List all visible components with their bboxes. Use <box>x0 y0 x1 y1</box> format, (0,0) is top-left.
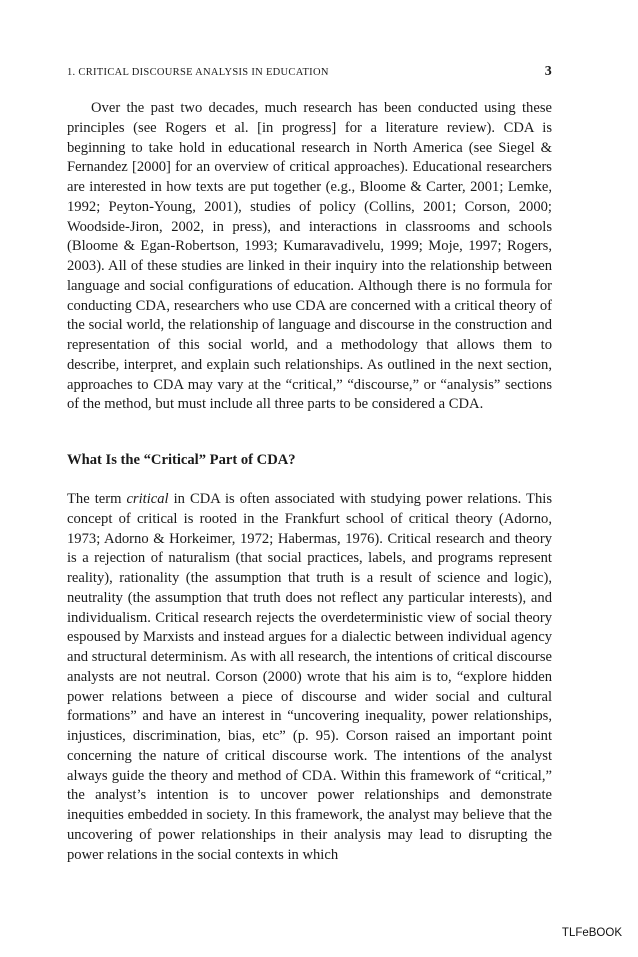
italic-term: critical <box>126 491 169 507</box>
paragraph-lead: The term <box>67 491 127 507</box>
page-number: 3 <box>544 64 552 79</box>
paragraph-critical <box>67 490 552 865</box>
watermark-text: TLFeBOOK <box>561 927 622 939</box>
section-heading: What Is the “Critical” Part of CDA? <box>67 452 296 468</box>
paragraph-body: in CDA is often associated with studying power relations. This concept of critical is rooted in the Frankfurt school of critical theory (Adorno, 1973; Adorno & Horkeimer, 1972; Habermas, 1976). Critical research and theory is a rejection of naturalism (that social practices, labels, and programs represent reality), rationality (the assumption that truth is a result of science and logic), neutrality (the assumption that truth does not reflect any particular interests), and individualism. Critical research rejects the overdeterministic view of social theory espoused by Marxists and instead argues for a dialectic between individual agency and structural determinism. As with all research, the intentions of critical discourse analysts are not neutral. Corson (2000) wrote that his aim is to, “explore hidden power relations between a piece of discourse and wider social and cultural formations” and have an interest in “uncovering inequality, power relationships, injustices, discrimination, bias, etc” (p. 95). Corson raised an important point concerning the nature of critical discourse work. The intentions of the analyst always guide the theory and method of CDA. Within this framework of “critical,” the analyst’s intention is to uncover power relationships and demonstrate inequities embedded in society. In this framework, the analyst may believe that the uncovering of power relationships in their analysis may lead to disrupting the power relations in the social contexts in which <box>67 491 552 863</box>
chapter-title: 1. CRITICAL DISCOURSE ANALYSIS IN EDUCATION <box>67 67 329 78</box>
paragraph-intro: Over the past two decades, much research has been conducted using these principles (see Rogers et al. [in progress] for a literature review). CDA is beginning to take hold in educational research in North America (see Siegel & Fernandez [2000] for an overview of critical approaches). Educational researchers are interested in how texts are put together (e.g., Bloome & Carter, 2001; Lemke, 1992; Peyton-Young, 2001), studies of policy (Collins, 2001; Corson, 2000; Woodside-Jiron, 2002, in press), and interactions in classrooms and schools (Bloome & Egan-Robertson, 1993; Kumaravadivelu, 1999; Moje, 1997; Rogers, 2003). All of these studies are linked in their inquiry into the relationship between language and social configurations of education. Although there is no formula for conducting CDA, researchers who use CDA are concerned with a critical theory of the social world, the relationship of language and discourse in the construction and representation of this social world, and a methodology that allows them to describe, interpret, and explain such relationships. As outlined in the next section, approaches to CDA may vary at the “critical,” “discourse,” or “analysis” sections of the method, but must include all three parts to be considered a CDA. <box>67 100 552 413</box>
running-header <box>67 64 552 84</box>
